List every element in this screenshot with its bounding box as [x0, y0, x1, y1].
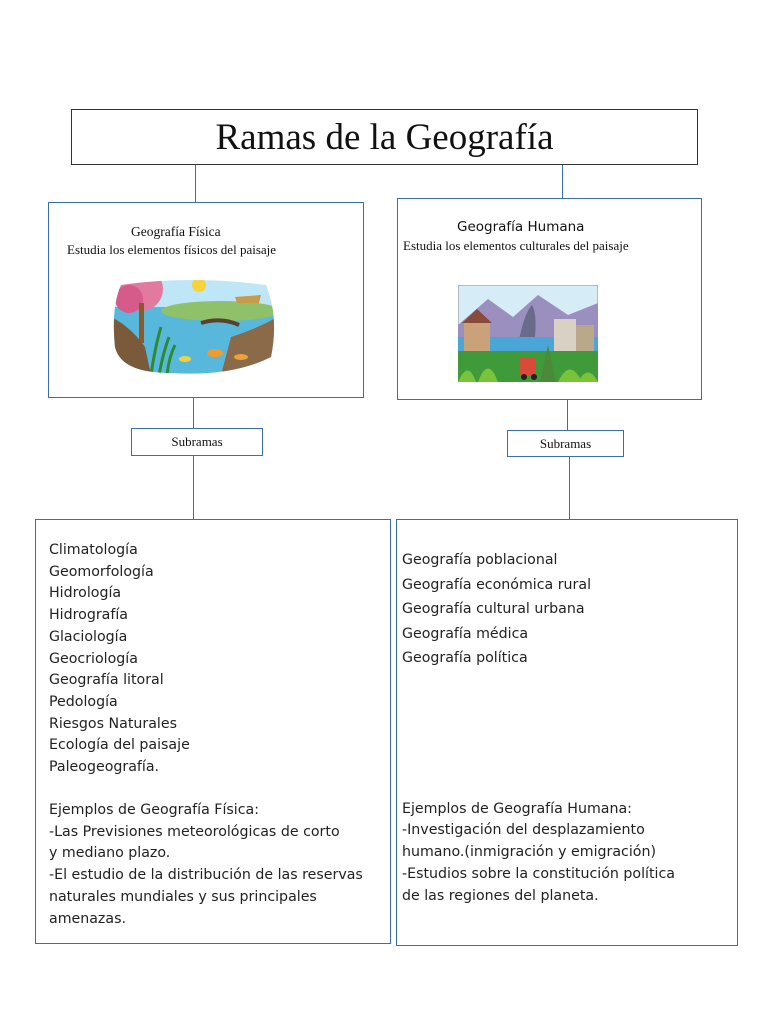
list-item: Geocriología [49, 650, 138, 667]
connector-title-left [195, 165, 196, 202]
list-item: Geomorfología [49, 563, 154, 580]
example-line: -El estudio de la distribución de las reservas [49, 867, 363, 884]
fisica-subramas-list [35, 519, 391, 944]
connector-subramas-list-left [193, 456, 194, 519]
fisica-heading: Geografía Física [131, 224, 221, 239]
fisica-description: Estudia los elementos físicos del paisaje [67, 242, 277, 257]
connector-fisica-subramas [193, 398, 194, 428]
list-item: Geografía médica [402, 625, 529, 642]
list-item: Geografía cultural urbana [402, 601, 585, 617]
subramas-label-fisica: Subramas [131, 428, 263, 456]
diagram-title-box [71, 109, 698, 165]
list-item: Hidrología [49, 585, 122, 602]
diagram-title: Ramas de la Geografía [215, 117, 554, 158]
humana-heading: Geografía Humana [457, 219, 585, 235]
list-item: Geografía litoral [49, 672, 164, 689]
humana-subramas-list [396, 519, 738, 946]
example-line: -Estudios sobre la constitución política [402, 865, 675, 882]
list-item: Climatología [49, 542, 138, 558]
example-line: -Las Previsiones meteorológicas de corto [49, 823, 340, 840]
humana-examples-heading: Ejemplos de Geografía Humana: [402, 800, 632, 817]
list-item: Pedología [49, 693, 118, 710]
list-item: Geografía económica rural [402, 576, 592, 593]
example-line: -Investigación del desplazamiento [402, 822, 645, 839]
list-item: Geografía poblacional [402, 552, 558, 568]
list-item: Hidrografía [49, 607, 128, 624]
humana-description: Estudia los elementos culturales del paisaje [403, 238, 629, 253]
list-item: Ecología del paisaje [49, 737, 190, 754]
humana-box [397, 198, 702, 400]
example-line: de las regiones del planeta. [402, 887, 599, 904]
example-line: amenazas. [49, 910, 126, 927]
connector-subramas-list-right [569, 457, 570, 519]
subramas-label-humana: Subramas [507, 430, 624, 457]
nature-landscape-illustration-icon [111, 277, 277, 375]
list-item: Riesgos Naturales [49, 715, 177, 732]
fisica-box [48, 202, 364, 398]
list-item: Glaciología [49, 628, 128, 645]
connector-title-right [562, 165, 563, 198]
town-landscape-illustration-icon [458, 285, 598, 382]
connector-humana-subramas [567, 400, 568, 430]
fisica-examples-heading: Ejemplos de Geografía Física: [49, 801, 260, 818]
example-line: y mediano plazo. [49, 845, 171, 862]
example-line: naturales mundiales y sus principales [49, 888, 317, 905]
example-line: humano.(inmigración y emigración) [402, 844, 656, 861]
list-item: Geografía política [402, 650, 528, 666]
list-item: Paleogeografía. [49, 759, 160, 776]
